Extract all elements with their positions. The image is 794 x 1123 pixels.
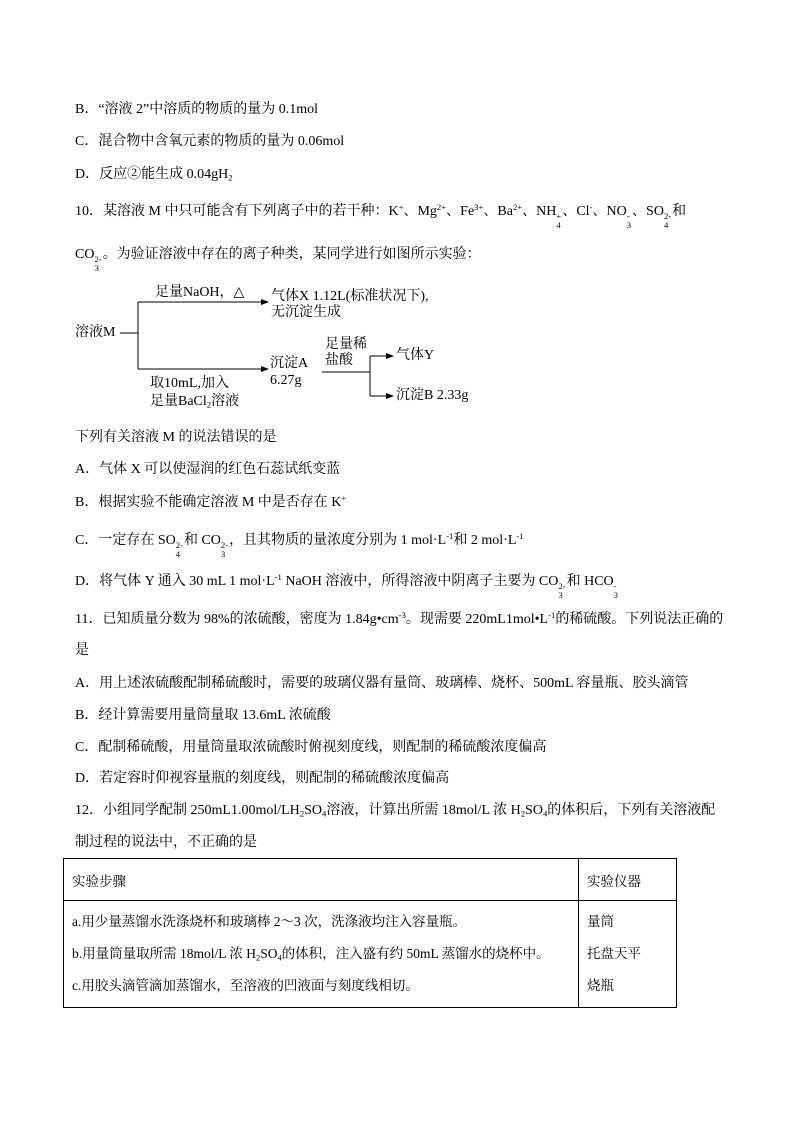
subscript: 2 [520, 808, 526, 819]
q11-stem-line2 [75, 642, 89, 660]
sub-superscript [558, 582, 565, 599]
q10-option-c [75, 532, 524, 558]
q9-option-c [75, 133, 344, 151]
text-run: 和 2 mol·L [453, 533, 517, 548]
subscript: 4 [322, 808, 327, 819]
text-run: 制过程的说法中，不正确的是 [75, 835, 257, 850]
superscript: -1 [446, 530, 454, 541]
subscript: 4 [277, 953, 282, 963]
text-run: 、SO [632, 204, 664, 219]
superscript: 2- [663, 210, 672, 221]
sub-superscript [94, 255, 101, 272]
text-run: 12．小组同学配制 250mL1.00mol/LH [75, 803, 300, 818]
superscript: 2- [220, 539, 229, 550]
table-instruments-cell [579, 901, 676, 1007]
text-run: 10．某溶液 M 中只可能含有下列离子中的若干种：K [75, 204, 399, 219]
q10-stem-line1 [75, 203, 686, 229]
text-run: 足量BaCl [150, 394, 207, 409]
superscript: - [589, 201, 593, 212]
text-run: C．一定存在 SO [75, 533, 176, 548]
superscript: 2- [94, 253, 102, 264]
text-run: c.用胶头滴管滴加蒸馏水，至溶液的凹液面与刻度线相切。 [72, 978, 419, 993]
text-run: a.用少量蒸馏水洗涤烧杯和玻璃棒 2～3 次，洗涤液均注入容量瓶。 [72, 914, 467, 929]
sub-superscript [627, 212, 631, 229]
subscript: 3 [626, 219, 632, 230]
q12-stem-line2 [75, 834, 257, 852]
text-run: 。为验证溶液中存在的离子种类，某同学进行如图所示实验： [102, 247, 481, 262]
naoh-reagent-label: 足量NaOH，△ [155, 285, 245, 300]
text-run: ，且其物质的量浓度分别为 1 mol·L [229, 533, 447, 548]
precipitate-b-label: 沉淀B 2.33g [396, 388, 469, 403]
sub-superscript [221, 541, 228, 558]
superscript: + [556, 210, 562, 221]
subscript: 3 [558, 589, 563, 600]
text-run: NaOH 溶液中，所得溶液中阴离子主要为 CO [281, 574, 559, 589]
gas-x-label: 气体X 1.12L(标准状况下), [271, 289, 429, 304]
text-run: 下列有关溶液 M 的说法错误的是 [75, 430, 277, 445]
text-run: D．将气体 Y 通入 30 mL 1 mol·L [75, 574, 275, 589]
subscript: 4 [175, 548, 181, 559]
text-run: b.用量筒量取所需 18mol/L 浓 H [72, 946, 256, 961]
text-run: B．“溶液 2”中溶质的物质的量为 0.1mol [75, 102, 319, 117]
text-run: SO [260, 946, 278, 961]
acid-label-line2: 盐酸 [325, 353, 353, 368]
text-run: 的稀硫酸。下列说法正确的 [555, 612, 724, 627]
table-header-instruments: 实验仪器 [579, 859, 676, 901]
q10-option-b [75, 494, 346, 512]
text-run: SO [525, 803, 543, 818]
precipitate-a-label: 沉淀A [270, 356, 309, 371]
instrument-3: 烧瓶 [587, 978, 614, 993]
text-run: 11．已知质量分数为 98%的浓硫酸，密度为 1.84g•cm [75, 612, 399, 627]
step-b [72, 938, 578, 970]
text-run: 、Cl [562, 204, 590, 219]
superscript: 2- [558, 580, 566, 591]
q9-option-b [75, 101, 318, 119]
q11-option-d [75, 770, 449, 788]
no-precipitate-label: 无沉淀生成 [271, 305, 341, 320]
q12-stem-line1 [75, 802, 715, 820]
superscript: -3 [398, 609, 406, 620]
q11-option-c [75, 739, 546, 757]
q12-experiment-table [63, 858, 677, 1008]
q11-stem-line1 [75, 611, 723, 629]
subscript: 2 [299, 808, 305, 819]
text-run: 和 HCO [566, 574, 614, 589]
superscript: -1 [274, 571, 282, 582]
sub-superscript [614, 582, 618, 599]
text-run: C．配制稀硫酸，用量筒量取浓硫酸时俯视刻度线，则配制的稀硫酸浓度偏高 [75, 740, 547, 755]
superscript: 2+ [512, 201, 523, 212]
text-run: A．用上述浓硫酸配制稀硫酸时，需要的玻璃仪器有量筒、玻璃棒、烧杯、500mL 容量瓶、胶头滴管 [75, 676, 689, 691]
text-run: 、NO [592, 204, 627, 219]
q10-flow-diagram [60, 278, 500, 412]
step-c [72, 970, 578, 1002]
text-run: D．反应②能生成 0.04gH [75, 167, 229, 182]
acid-label-line1: 足量稀 [325, 337, 367, 352]
text-run: B．根据实验不能确定溶液 M 中是否存在 K [75, 495, 342, 510]
text-run: SO [304, 803, 323, 818]
instrument-1: 量筒 [587, 914, 614, 929]
subscript: 2 [256, 953, 261, 963]
bacl2-reagent-line1 [150, 375, 229, 393]
step-a [72, 906, 578, 938]
text-run: B．经计算需要用量筒量取 13.6mL 浓硫酸 [75, 708, 331, 723]
text-run: D．若定容时仰视容量瓶的刻度线，则配制的稀硫酸浓度偏高 [75, 771, 450, 786]
bacl2-reagent-line2 [150, 393, 239, 411]
text-run: CO [75, 247, 95, 262]
q10-stem-line2 [75, 246, 481, 272]
subscript: 3 [220, 548, 226, 559]
q10-option-d [75, 573, 619, 599]
superscript: -1 [548, 609, 556, 620]
text-run: 的体积，注入盛有约 50mL 蒸馏水的烧杯中。 [281, 946, 550, 961]
text-run: 、NH [522, 204, 557, 219]
superscript: 2+ [436, 201, 447, 212]
text-run: 是 [75, 643, 89, 658]
text-run: 和 [672, 204, 687, 219]
superscript: - [613, 580, 617, 591]
table-header-steps: 实验步骤 [64, 859, 579, 901]
superscript: -1 [516, 530, 524, 541]
subscript: 3 [94, 262, 99, 273]
subscript: 2 [228, 172, 233, 183]
q9-option-d [75, 166, 233, 184]
text-run: A．气体 X 可以使湿润的红色石蕊试纸变蓝 [75, 462, 341, 477]
solution-m-label: 溶液M [75, 325, 116, 340]
text-run: 溶液 [211, 394, 240, 409]
q10-question [75, 429, 276, 447]
text-run: 溶液，计算出所需 18mol/L 浓 H [326, 803, 521, 818]
precipitate-a-mass: 6.27g [270, 373, 302, 388]
subscript: 4 [556, 219, 561, 230]
text-run: 的体积后，下列有关溶液配 [547, 803, 716, 818]
q11-option-b [75, 707, 331, 725]
text-run: C．混合物中含氧元素的物质的量为 0.06mol [75, 134, 345, 149]
sub-superscript [664, 212, 671, 229]
superscript: + [341, 492, 347, 503]
superscript: 2- [175, 539, 183, 550]
sub-superscript [556, 212, 561, 229]
subscript: 4 [542, 808, 548, 819]
text-run: 和 CO [183, 533, 221, 548]
text-run: 取10mL,加入 [150, 376, 229, 391]
table-steps-cell [64, 901, 579, 1007]
q10-option-a [75, 461, 340, 479]
subscript: 4 [663, 219, 669, 230]
text-run: 、Mg [403, 204, 437, 219]
text-run: 。现需要 220mL1mol•L [405, 612, 549, 627]
instrument-2: 托盘天平 [587, 946, 641, 961]
gas-y-label: 气体Y [396, 348, 435, 363]
superscript: + [398, 201, 404, 212]
text-run: 、Fe [446, 204, 475, 219]
subscript: 3 [613, 589, 618, 600]
q11-option-a [75, 675, 689, 693]
superscript: 3+ [474, 201, 484, 212]
superscript: - [626, 210, 630, 221]
sub-superscript [176, 541, 183, 558]
subscript: 2 [206, 399, 212, 410]
text-run: 、Ba [483, 204, 513, 219]
